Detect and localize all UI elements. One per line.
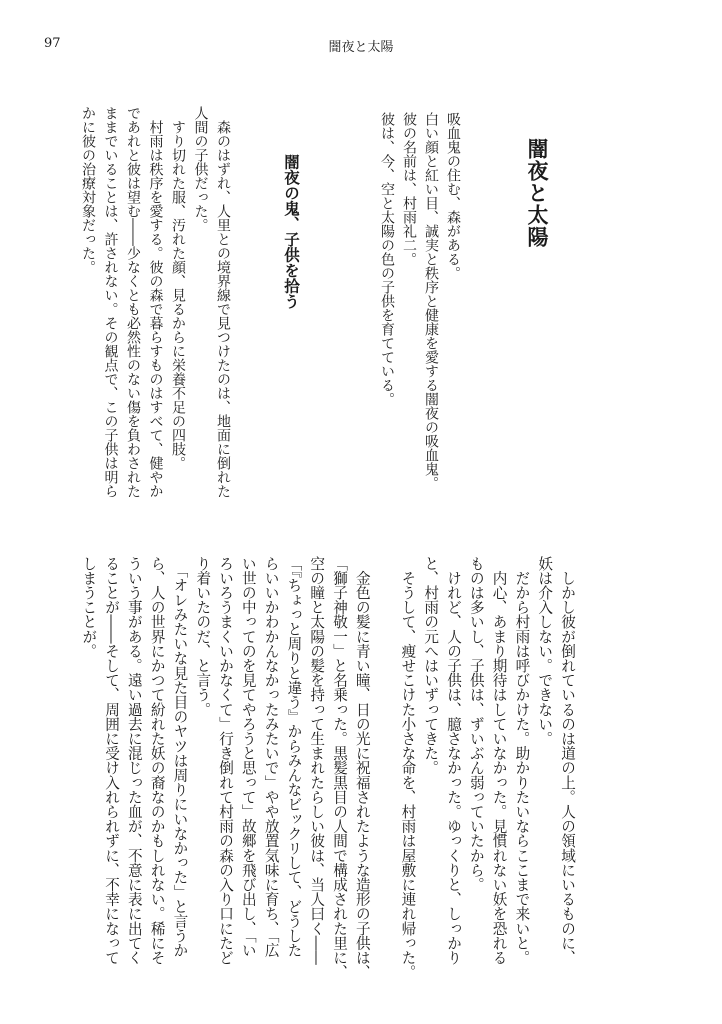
text-line: ものは多いし、子供は、ずいぶん弱っていたから。: [467, 556, 485, 892]
text-line: すり切れた服、汚れた顔、見るからに栄養不足の四肢。: [170, 106, 186, 470]
text-line: ままでいることは、許されない。その観点で、この子供は明ら: [102, 106, 119, 498]
text-line: だから村雨は呼びかけた。助かりたいならここまで来いと。: [513, 556, 531, 965]
text-line: [373, 556, 396, 979]
lower-body: [76, 556, 578, 979]
text-line: り着いたのだ、と言う。: [194, 556, 212, 717]
text-line: かに彼の治療対象だった。: [80, 106, 96, 274]
text-line: ることが――そして、周囲に受け入れられずに、不幸になって: [103, 556, 121, 965]
text-line: ろいろうまくいかなくて」行き倒れて村雨の森の入り口にたど: [217, 556, 235, 965]
text-line: 妖は介入しない。できない。: [536, 556, 554, 746]
text-line: 彼の名前は、村雨礼二。: [401, 112, 417, 266]
text-line: 「獅子神敬一」と名乗った。黒髪黒目の人間で構成された里に、: [331, 556, 349, 980]
text-line: と、村雨の元へはいずってきた。: [422, 556, 440, 775]
intro-paragraphs: [376, 112, 464, 490]
text-line: 内心、あまり期待はしていなかった。見慣れない妖を恐れる: [490, 556, 508, 965]
section-body: [77, 106, 235, 498]
text-line: ら、人の世界にかつて紛れた妖の裔なのかもしれない。稀にそ: [148, 556, 166, 965]
text-line: い世の中ってのを見てやろうと思って」故郷を飛び出し、「い: [239, 556, 257, 958]
text-line: 人間の子供だった。: [192, 106, 209, 232]
page-number: 97: [44, 36, 61, 51]
running-title: 闇夜と太陽: [328, 40, 394, 55]
text-line: 「『ちょっと周りと違う』からみんなビックリして、どうした: [285, 556, 303, 958]
text-line: 森のはずれ、人里との境界線で見つけたのは、地面に倒れた: [215, 106, 231, 498]
section-heading: 闇夜の鬼、子供を拾う: [282, 154, 301, 309]
text-line: らいいかわかんなかったみたいで」やや放置気味に育ち、「広: [262, 556, 280, 958]
text-line: ういう事がある。遠い過去に混じった血が、不意に表に出てく: [125, 556, 143, 965]
text-line: 金色の髪に青い瞳、日の光に祝福されたような造形の子供は、: [353, 556, 371, 980]
text-line: 「オレみたいな見た目のヤツは周りにいなかった」と言うか: [171, 556, 189, 958]
text-line: であれと彼は望む――少なくとも必然性のない傷を負わされた: [125, 106, 141, 498]
text-line: そうして、痩せこけた小さな命を、村雨は屋敷に連れ帰った。: [399, 556, 417, 980]
text-line: 彼は、今、空と太陽の色の子供を育てている。: [379, 112, 395, 406]
text-line: 吸血鬼の住む、森がある。: [445, 112, 461, 280]
text-line: けれど、人の子供は、臆さなかった。ゆっくりと、しっかり: [445, 556, 463, 965]
text-line: 村雨は秩序を愛する。彼の森で暮らすものはすべて、健やか: [147, 106, 164, 498]
text-line: しまうことが。: [80, 556, 98, 659]
chapter-title: 闇夜と太陽: [525, 138, 550, 248]
text-line: しかし彼が倒れているのは道の上。人の領域にいるものに、: [559, 556, 576, 965]
text-line: 空の瞳と太陽の髪を持って生まれたらしい彼は、当人曰く――: [308, 556, 326, 965]
text-line: 白い顔と紅い目、誠実と秩序と健康を愛する闇夜の吸血鬼。: [423, 112, 439, 490]
